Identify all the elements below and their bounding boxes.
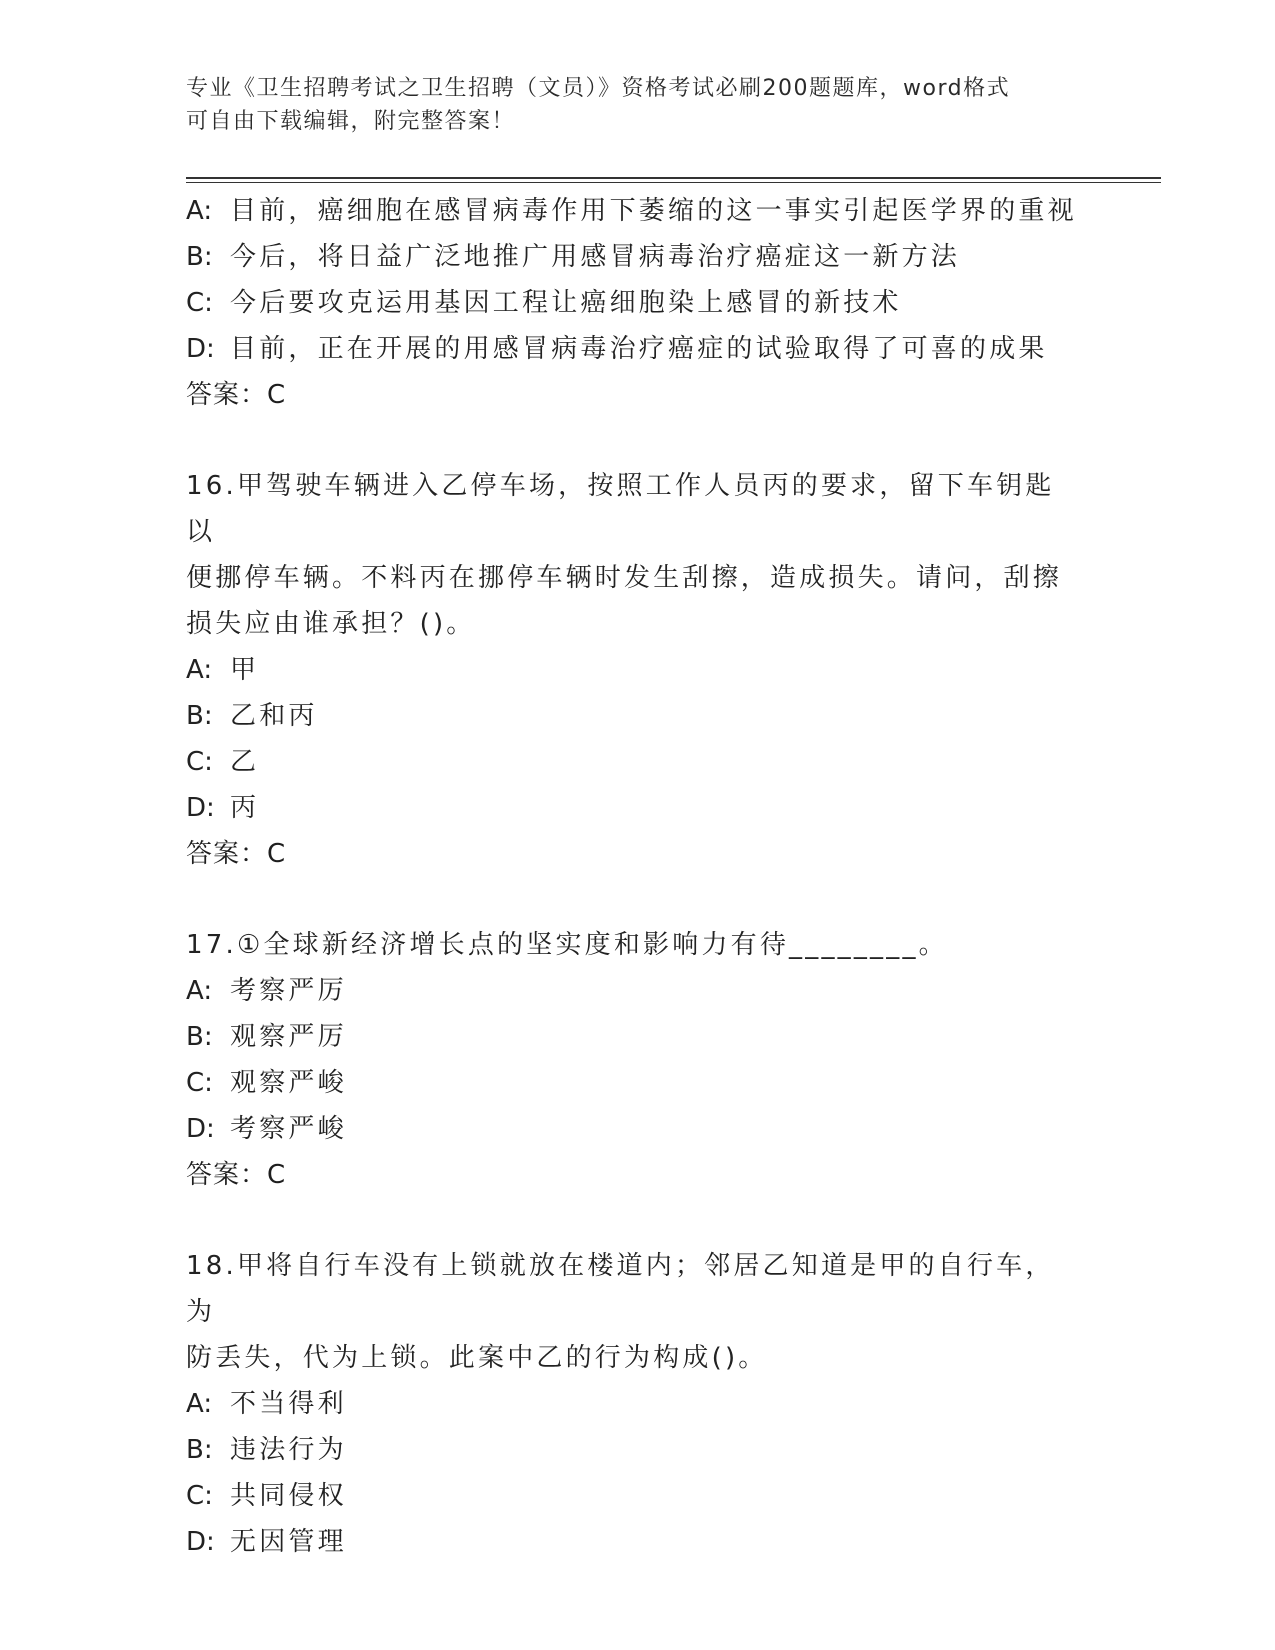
option-text: 观察严峻 bbox=[230, 1068, 347, 1098]
option-letter: D: bbox=[186, 793, 215, 823]
option-b bbox=[186, 1014, 1086, 1060]
option-b bbox=[186, 1427, 1086, 1473]
option-c bbox=[186, 1473, 1086, 1519]
question-17 bbox=[186, 922, 1086, 1198]
option-a bbox=[186, 647, 1086, 693]
question-18 bbox=[186, 1243, 1086, 1565]
option-letter: B: bbox=[186, 701, 213, 731]
option-text: 共同侵权 bbox=[230, 1481, 347, 1511]
option-letter: C: bbox=[186, 1068, 213, 1098]
option-a bbox=[186, 188, 1086, 234]
header-divider bbox=[186, 177, 1161, 183]
option-letter: D: bbox=[186, 334, 215, 364]
option-text: 乙 bbox=[230, 747, 260, 777]
option-letter: D: bbox=[186, 1527, 215, 1557]
option-text: 今后要攻克运用基因工程让癌细胞染上感冒的新技术 bbox=[230, 288, 902, 318]
stem-line: 17.①全球新经济增长点的坚实度和影响力有待________。 bbox=[186, 930, 948, 960]
option-d bbox=[186, 1519, 1086, 1565]
option-d bbox=[186, 1106, 1086, 1152]
option-text: 无因管理 bbox=[230, 1527, 347, 1557]
question-15 bbox=[186, 188, 1086, 418]
option-text: 丙 bbox=[230, 793, 260, 823]
option-text: 目前，正在开展的用感冒病毒治疗癌症的试验取得了可喜的成果 bbox=[230, 334, 1048, 364]
option-text: 乙和丙 bbox=[230, 701, 318, 731]
question-stem bbox=[186, 463, 1066, 647]
option-text: 目前，癌细胞在感冒病毒作用下萎缩的这一事实引起医学界的重视 bbox=[230, 196, 1077, 226]
option-text: 甲 bbox=[230, 655, 260, 685]
option-letter: A: bbox=[186, 196, 213, 226]
option-letter: C: bbox=[186, 288, 213, 318]
stem-line: 16.甲驾驶车辆进入乙停车场，按照工作人员丙的要求，留下车钥匙以 bbox=[186, 471, 1055, 547]
option-a bbox=[186, 1381, 1086, 1427]
option-d bbox=[186, 326, 1086, 372]
header-title-line2: 可自由下载编辑，附完整答案！ bbox=[186, 109, 516, 134]
option-b bbox=[186, 693, 1086, 739]
stem-line: 防丢失，代为上锁。此案中乙的行为构成()。 bbox=[186, 1343, 768, 1373]
document-header bbox=[186, 72, 1086, 138]
answer: 答案：C bbox=[186, 839, 287, 869]
option-letter: A: bbox=[186, 1389, 213, 1419]
option-d bbox=[186, 785, 1086, 831]
answer: 答案：C bbox=[186, 1160, 287, 1190]
option-letter: B: bbox=[186, 1435, 213, 1465]
stem-line: 18.甲将自行车没有上锁就放在楼道内；邻居乙知道是甲的自行车，为 bbox=[186, 1251, 1055, 1327]
option-letter: C: bbox=[186, 1481, 213, 1511]
option-letter: C: bbox=[186, 747, 213, 777]
option-letter: A: bbox=[186, 655, 213, 685]
option-c bbox=[186, 280, 1086, 326]
stem-line: 便挪停车辆。不料丙在挪停车辆时发生刮擦，造成损失。请问，刮擦 bbox=[186, 563, 1063, 593]
option-b bbox=[186, 234, 1086, 280]
option-text: 考察严厉 bbox=[230, 976, 347, 1006]
question-stem bbox=[186, 922, 1066, 968]
header-title-line1: 专业《卫生招聘考试之卫生招聘（文员）》资格考试必刷200题题库，word格式 bbox=[186, 76, 1011, 101]
option-text: 违法行为 bbox=[230, 1435, 347, 1465]
option-text: 今后，将日益广泛地推广用感冒病毒治疗癌症这一新方法 bbox=[230, 242, 961, 272]
question-list bbox=[186, 188, 1086, 1565]
option-text: 不当得利 bbox=[230, 1389, 347, 1419]
question-16 bbox=[186, 463, 1086, 877]
option-letter: A: bbox=[186, 976, 213, 1006]
option-letter: B: bbox=[186, 242, 213, 272]
option-text: 考察严峻 bbox=[230, 1114, 347, 1144]
option-c bbox=[186, 1060, 1086, 1106]
answer: 答案：C bbox=[186, 380, 287, 410]
option-c bbox=[186, 739, 1086, 785]
option-letter: B: bbox=[186, 1022, 213, 1052]
question-stem bbox=[186, 1243, 1066, 1381]
stem-line: 损失应由谁承担？()。 bbox=[186, 609, 476, 639]
option-text: 观察严厉 bbox=[230, 1022, 347, 1052]
option-letter: D: bbox=[186, 1114, 215, 1144]
option-a bbox=[186, 968, 1086, 1014]
